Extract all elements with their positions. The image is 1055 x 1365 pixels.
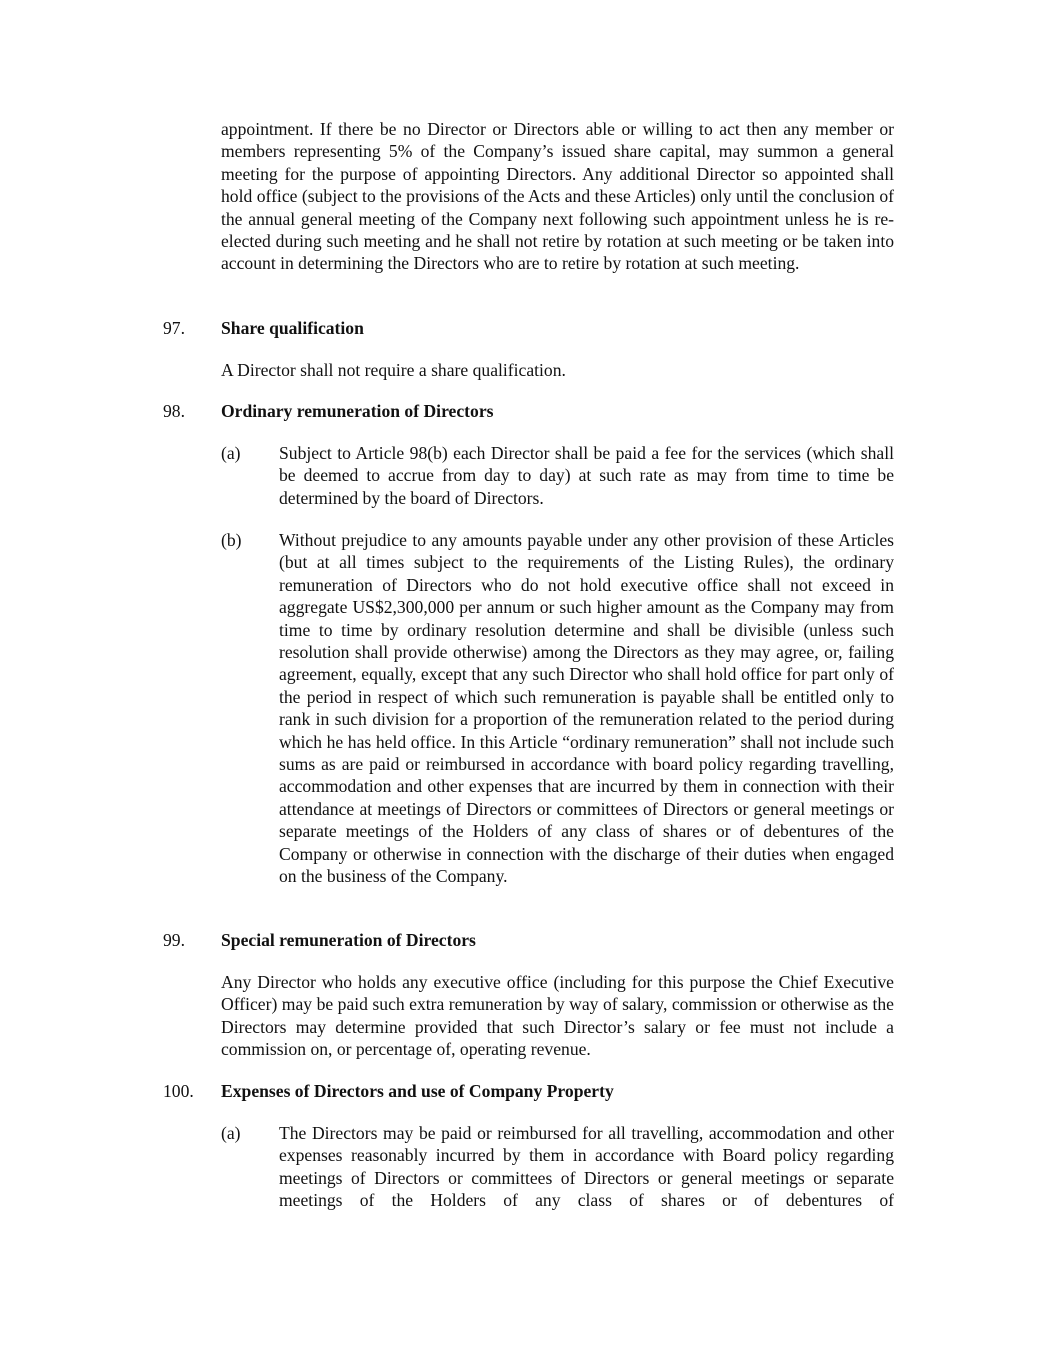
subclause-text-100a: The Directors may be paid or reimbursed for all travelling, accommodation and other expenses reasonably incurred by them in accordance with Board policy regarding meetings of Directors or committees of Directors or general meetings or separate meetings of the Holders of any class of shares or of debentures of bbox=[279, 1123, 894, 1211]
article-97-body: A Director shall not require a share qualification. bbox=[221, 360, 566, 380]
article-number-99: 99. bbox=[163, 930, 185, 950]
article-number-98: 98. bbox=[163, 401, 185, 421]
subclause-text-98a: Subject to Article 98(b) each Director shall be paid a fee for the services (which shall be deemed to accrue from day to day) at such rate as may from time to time be determined by the board of Directors. bbox=[279, 443, 894, 508]
article-heading-ordinary-remuneration: Ordinary remuneration of Directors bbox=[221, 401, 494, 421]
article-heading-share-qualification: Share qualification bbox=[221, 318, 364, 338]
subclause-label-100a: (a) bbox=[221, 1123, 241, 1143]
intro-paragraph: appointment. If there be no Director or Directors able or willing to act then any member or members representing 5% of the Company’s issued share capital, may summon a general meeting for the purpose of appointing Directors. Any additional Director so appointed shall hold office (subject to the provisions of the Acts and these Articles) only until the conclusion of the annual general meeting of the Company next following such appointment unless he is re-elected during such meeting and he shall not retire by rotation at such meeting or be taken into account in determining the Directors who are to retire by rotation at such meeting. bbox=[221, 119, 894, 274]
subclause-label-98a: (a) bbox=[221, 443, 241, 463]
article-heading-special-remuneration: Special remuneration of Directors bbox=[221, 930, 476, 950]
article-heading-expenses: Expenses of Directors and use of Company Property bbox=[221, 1081, 614, 1101]
subclause-text-98b: Without prejudice to any amounts payable under any other provision of these Articles (but at all times subject to the requirements of the Listing Rules), the ordinary remuneration of Directors who do not hold executive office shall not exceed in aggregate US$2,300,000 per annum or such higher amount as the Company may from time to time by ordinary resolution determine and shall be divisible (unless such resolution shall provide otherwise) among the Directors as they may agree, or, failing agreement, equally, except that any such Director who shall hold office for part only of the period in respect of which such remuneration is payable shall be entitled only to rank in such division for a proportion of the remuneration related to the period during which he has held office. In this Article “ordinary remuneration” shall not include such sums as are paid or reimbursed in accordance with board policy regarding travelling, accommodation and other expenses that are incurred by them in connection with their attendance at meetings of Directors or committees of Directors or general meetings or separate meetings of the Holders of any class of shares or of debentures of the Company or otherwise in connection with the discharge of their duties when engaged on the business of the Company. bbox=[279, 530, 894, 887]
article-number-100: 100. bbox=[163, 1081, 194, 1101]
subclause-label-98b: (b) bbox=[221, 530, 242, 550]
article-99-body: Any Director who holds any executive office (including for this purpose the Chief Executive Officer) may be paid such extra remuneration by way of salary, commission or otherwise as the Directors may determine provided that such Director’s salary or fee must not include a commission on, or percentage of, operating revenue. bbox=[221, 972, 894, 1060]
article-number-97: 97. bbox=[163, 318, 185, 338]
